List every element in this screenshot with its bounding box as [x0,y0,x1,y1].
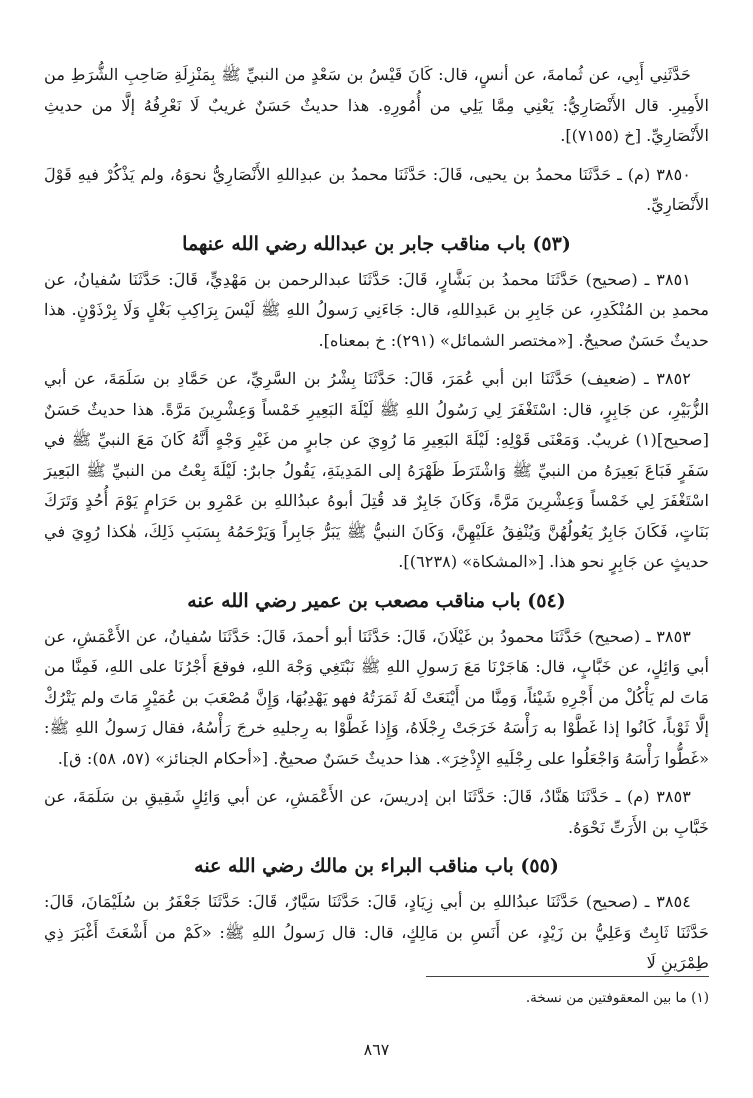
footnote-divider [426,976,709,977]
hadith-3853m: ٣٨٥٣ (م) ـ حَدَّثَنَا هَنَّادٌ، قَالَ: حَدَّثَنَا ابن إدريسَ، عن الأَعْمَشِ، عن أبي وَائِلٍ شَقِيقِ بن سَلَمَةَ، عن خَبَّابِ بن الأَرَتِّ نَحْوَهُ. [44,787,709,837]
chapter-heading-53: (٥٣) باب مناقب جابر بن عبدالله رضي الله عنهما [182,232,571,255]
paragraph-continuation: حَدَّثَنِي أَبِي، عن ثُمامةَ، عن أنسٍ، قال: كَانَ قَيْسُ بن سَعْدٍ من النبيِّ ﷺ بِمَنْزِلَةِ صَاحِبِ الشُّرَطِ من الأَمِيرِ. قال الأَنْصَارِيُّ: يَعْنِي مِمَّا يَلِي من أُمُورِهِ. هذا حديثٌ حَسَنٌ غريبٌ لَا نَعْرِفُهُ إلَّا من حديثِ الأَنْصَارِيِّ. [خ (٧١٥٥)]. [44,65,709,145]
chapter-heading-54: (٥٤) باب مناقب مصعب بن عمير رضي الله عنه [187,589,566,612]
hadith-3852: ٣٨٥٢ ـ (ضعيف) حَدَّثَنَا ابن أبي عُمَرَ، قَالَ: حَدَّثَنَا بِشْرُ بن السَّرِيِّ، عن حَمَّادِ بن سَلَمَةَ، عن أبي الزُّبَيْرِ، عن جَابِرٍ، قال: اسْتَغْفَرَ لِي رَسُولُ اللهِ ﷺ لَيْلَةَ البَعِيرِ خَمْساً وَعِشْرِينَ مَرَّةً. هذا حديثٌ حَسَنٌ [صحيح](١) غريبٌ. وَمَعْنَى قَوْلِهِ: لَيْلَةَ البَعِيرِ مَا رُوِيَ عن جابرٍ من غَيْرِ وَجْهٍ أَنَّهُ كَانَ مَعَ النبيِّ ﷺ في سَفَرٍ فَبَاعَ بَعِيرَهُ من النبيِّ ﷺ وَاشْتَرَطَ ظَهْرَهُ إلى المَدِينَةِ، يَقُولُ جابرٌ: لَيْلَةَ بِعْتُ من النبيِّ ﷺ البَعِيرَ اسْتَغْفَرَ لِي خَمْساً وَعِشْرِينَ مَرَّةً، وَكَانَ جَابِرٌ قد قُتِلَ أبوهُ عبدُاللهِ بن عَمْرِو بن حَرَامٍ يَوْمَ أُحُدٍ وَتَرَكَ بَنَاتٍ، فَكَانَ جَابِرٌ يَعُولُهُنَّ وَيُنْفِقُ عَلَيْهِنَّ، وَكَانَ النبيُّ ﷺ يَبَرُّ جَابِراً وَيَرْحَمُهُ بِسَبَبِ ذَلِكَ، هٰكذا رُوِيَ في حديثٍ عن جَابِرٍ نحو هذا. [«المشكاة» (٦٢٣٨)]. [44,369,709,571]
page-number: ٨٦٧ [363,1040,390,1059]
hadith-3850m: ٣٨٥٠ (م) ـ حَدَّثَنَا محمدُ بن يحيى، قَالَ: حَدَّثَنَا محمدُ بن عبدِاللهِ الأَنْصَارِيُّ نحوَهُ، ولم يَذْكُرْ فيهِ قَوْلَ الأَنْصَارِيِّ. [44,164,709,214]
page-body [44,60,709,987]
hadith-3853: ٣٨٥٣ ـ (صحيح) حَدَّثَنَا محمودُ بن غَيْلَانَ، قَالَ: حَدَّثَنَا أبو أحمدَ، قَالَ: حَدَّثَنَا سُفيانُ، عن الأَعْمَشِ، عن أبي وَائِلٍ، عن خَبَّابٍ، قال: هَاجَرْنَا مَعَ رَسولِ اللهِ ﷺ نَبْتَغِي وَجْهَ اللهِ، فوقعَ أَجْرُنَا على اللهِ، فَمِنَّا من مَاتَ لم يَأْكُلْ من أَجْرِهِ شَيْئاً، وَمِنَّا من أَيْنَعَتْ لَهُ ثَمَرَتُهُ فهو يَهْدِبُهَا، وَإِنَّ مُصْعَبَ بن عُمَيْرٍ مَاتَ ولم يَتْرُكْ إلَّا ثَوْباً، كَانُوا إذا غَطَّوْا به رَأْسَهُ خَرَجَتْ رِجْلَاهُ، وَإِذا غَطَّوْا به رِجليهِ خرجَ رَأْسُهُ، فقال رَسولُ اللهِ ﷺ: «غَطُّوا رَأْسَهُ وَاجْعَلُوا على رِجْلَيهِ الإِذْخِرَ». هذا حديثٌ حَسَنٌ صحيحٌ. [«أحكام الجنائز» (٥٧، ٥٨): ق]. [44,626,709,768]
hadith-3851: ٣٨٥١ ـ (صحيح) حَدَّثَنَا محمدُ بن بَشَّارٍ، قَالَ: حَدَّثَنَا عبدالرحمن بن مَهْدِيٍّ، قَالَ: حَدَّثَنَا سُفيانُ، عن محمدِ بن المُنْكَدِرِ، عن جَابِرِ بن عَبدِاللهِ، قال: جَاءَنِي رَسولُ اللهِ ﷺ لَيْسَ بِرَاكِبِ بَغْلٍ وَلَا بِرْذَوْنٍ. هذا حديثٌ حَسَنٌ صحيحٌ. [«مختصر الشمائل» (٢٩١): خ بمعناه]. [44,269,709,350]
hadith-3854: ٣٨٥٤ ـ (صحيح) حَدَّثَنَا عبدُاللهِ بن أبي زِيَادٍ، قَالَ: حَدَّثَنَا سَيَّارٌ، قَالَ: حَدَّثَنَا جَعْفَرُ بن سُلَيْمَانَ، قَالَ: حَدَّثَنَا ثَابِتٌ وَعَلِيُّ بن زَيْدٍ، عن أَنَسِ بن مَالِكٍ، قال: قال رَسولُ اللهِ ﷺ: «كَمْ من أَشْعَثَ أَغْبَرَ ذِي طِمْرَينِ لَا [44,892,709,972]
chapter-heading-55: (٥٥) باب مناقب البراء بن مالك رضي الله عنه [194,855,559,877]
footnote: (١) ما بين المعقوفتين من نسخة. [525,990,709,1006]
